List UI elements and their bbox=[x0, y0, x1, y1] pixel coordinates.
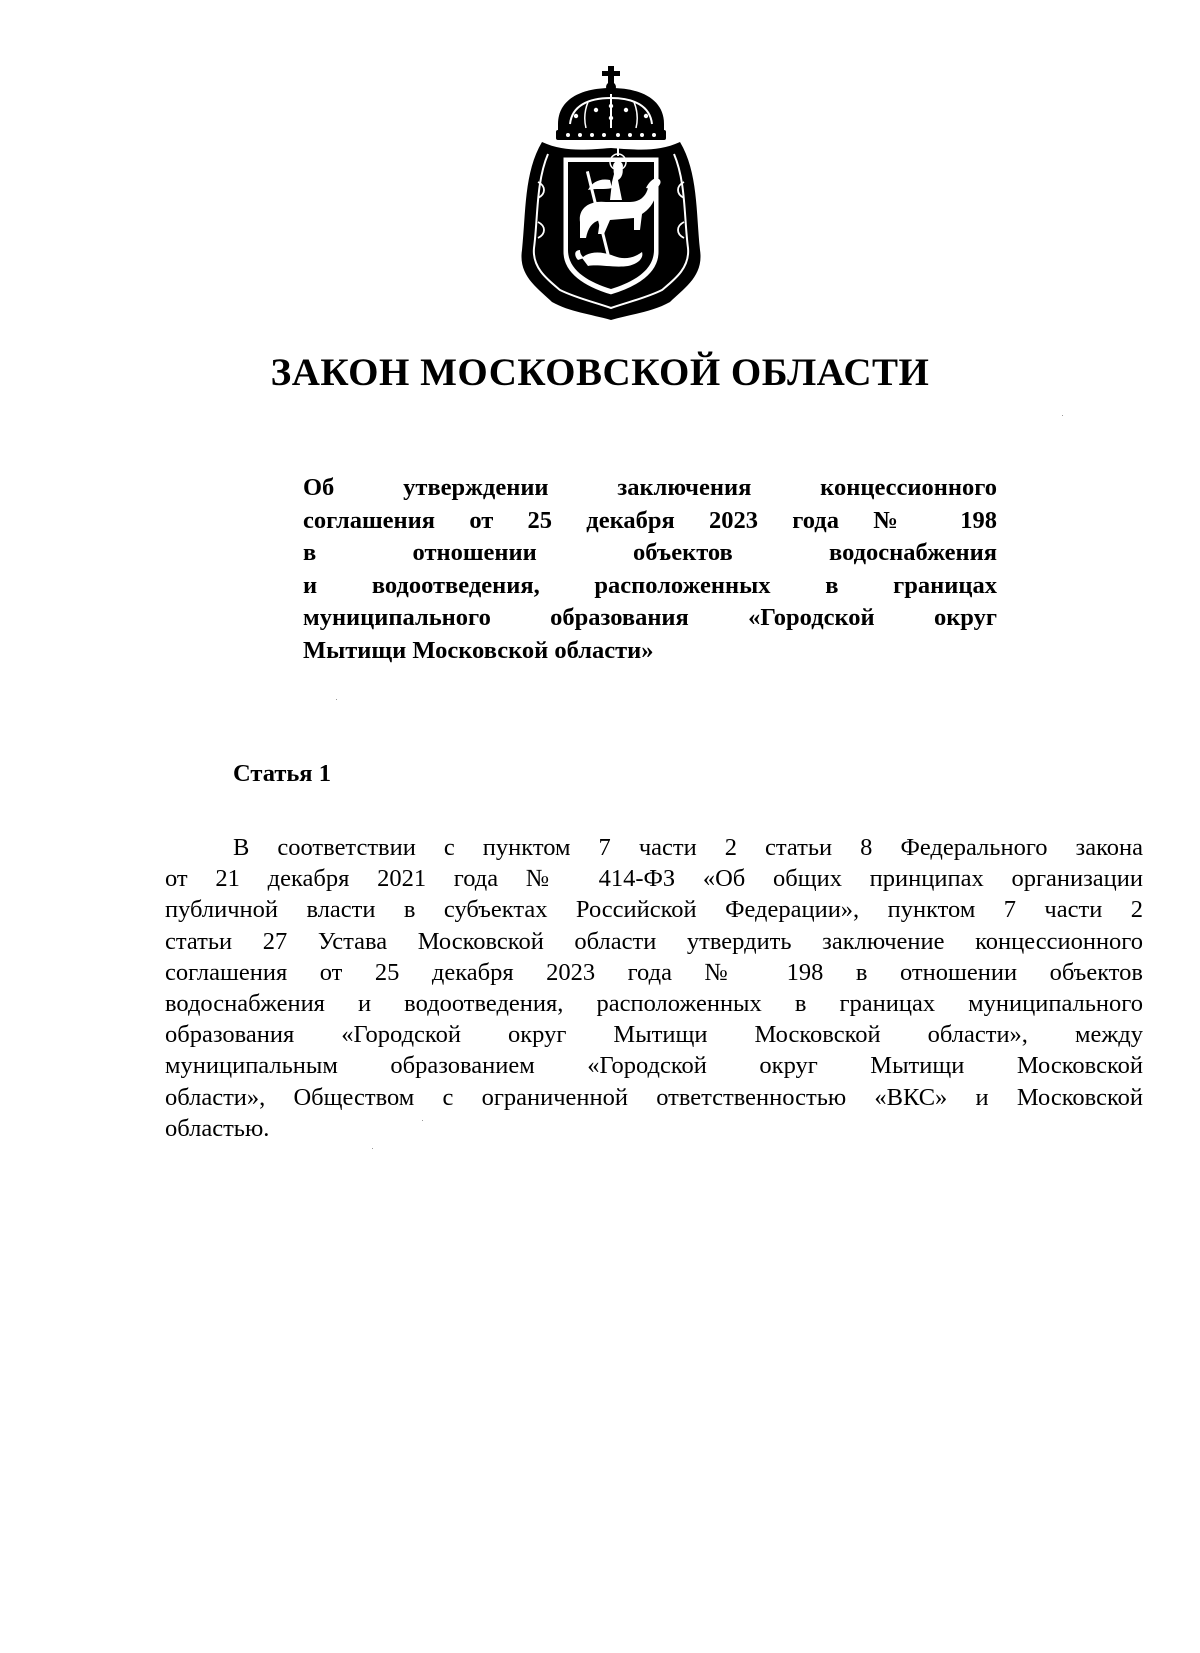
scan-speck bbox=[336, 699, 337, 700]
scan-speck bbox=[1062, 415, 1063, 416]
article-line: соглашения от 25 декабря 2023 года № 198 в отношении объектов bbox=[165, 958, 1143, 986]
scan-speck bbox=[422, 1120, 423, 1121]
article-heading: Статья 1 bbox=[233, 760, 331, 787]
subject-line: и водоотведения, расположенных в границах bbox=[303, 571, 997, 599]
article-line: водоснабжения и водоотведения, расположенных в границах муниципального bbox=[165, 989, 1143, 1017]
article-line: В соответствии с пунктом 7 части 2 статьи 8 Федерального закона bbox=[233, 834, 1143, 861]
subject-line: Об утверждении заключения концессионного bbox=[303, 474, 997, 501]
subject-line: муниципального образования «Городской округ bbox=[303, 604, 997, 632]
article-line: образования «Городской округ Мытищи Московской области», между bbox=[165, 1021, 1143, 1049]
page-title: ЗАКОН МОСКОВСКОЙ ОБЛАСТИ bbox=[270, 351, 930, 394]
article-line: области», Обществом с ограниченной ответственностью «ВКС» и Московской bbox=[165, 1083, 1143, 1111]
scan-speck bbox=[372, 1148, 373, 1149]
article-line: статьи 27 Устава Московской области утвердить заключение концессионного bbox=[165, 927, 1143, 955]
article-text bbox=[165, 832, 1143, 1144]
article-line: муниципальным образованием «Городской округ Мытищи Московской bbox=[165, 1052, 1143, 1080]
moscow-oblast-coat-of-arms-icon bbox=[518, 62, 704, 320]
law-subject bbox=[303, 472, 997, 668]
article-line: публичной власти в субъектах Российской Федерации», пунктом 7 части 2 bbox=[165, 896, 1143, 924]
article-line: от 21 декабря 2021 года № 414-ФЗ «Об общих принципах организации bbox=[165, 865, 1143, 893]
subject-line: Мытищи Московской области» bbox=[303, 636, 654, 664]
subject-line: соглашения от 25 декабря 2023 года № 198 bbox=[303, 506, 997, 534]
article-line: областью. bbox=[165, 1114, 270, 1142]
subject-line: в отношении объектов водоснабжения bbox=[303, 539, 997, 567]
